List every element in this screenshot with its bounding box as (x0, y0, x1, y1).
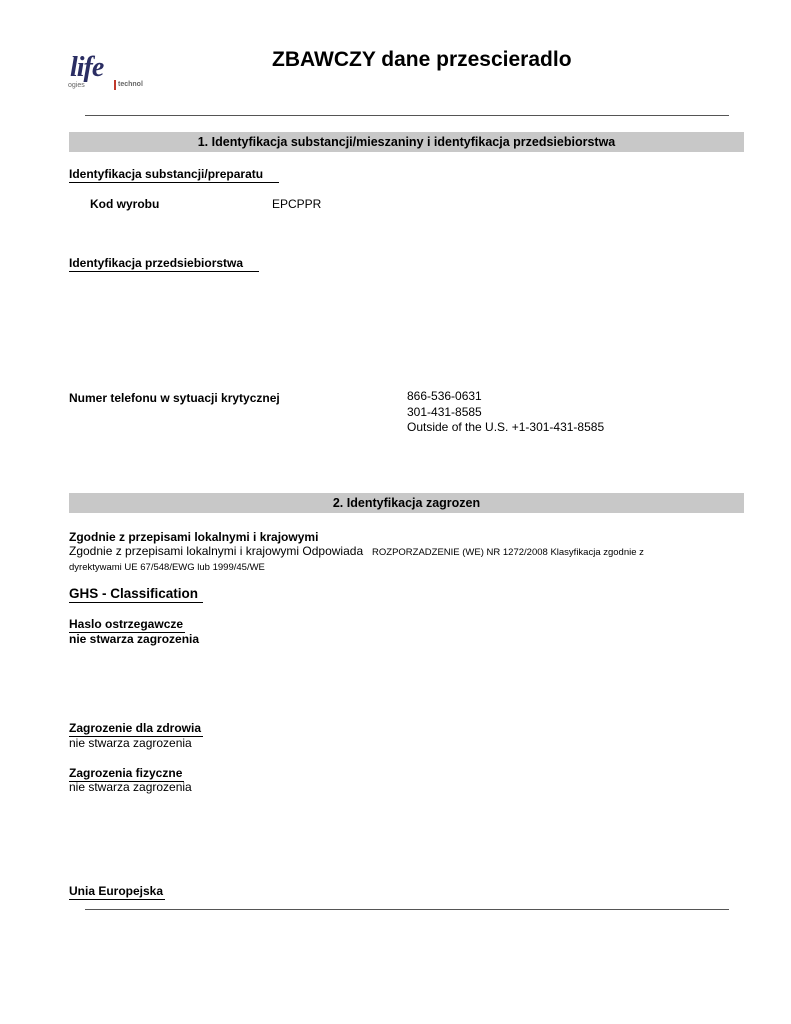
compliance-text-regulation: ROZPORZADZENIE (WE) NR 1272/2008 Klasyfikacja zgodnie z (372, 547, 644, 558)
emergency-phone-3: Outside of the U.S. +1-301-431-8585 (407, 420, 605, 434)
company-logo (66, 52, 166, 96)
emergency-phone-list (407, 389, 604, 436)
document-title: ZBAWCZY dane przescieradlo (272, 48, 572, 71)
compliance-text-directive: dyrektywami UE 67/548/EWG lub 1999/45/WE (69, 562, 265, 573)
signal-word-value: nie stwarza zagrozenia (69, 632, 200, 646)
header-divider (85, 115, 729, 116)
section-2-heading: 2. Identyfikacja zagrozen (69, 493, 744, 513)
logo-right-text: technol (118, 81, 143, 88)
emergency-phone-label: Numer telefonu w sytuacji krytycznej (69, 391, 280, 405)
section-1-heading: 1. Identyfikacja substancji/mieszaniny i identyfikacja przedsiebiorstwa (69, 132, 744, 152)
compliance-text (69, 544, 749, 574)
product-code-value: EPCPPR (272, 197, 322, 211)
footer-divider (85, 909, 729, 910)
emergency-phone-1: 866-536-0631 (407, 389, 482, 403)
logo-left-text: ogies (68, 82, 85, 89)
ghs-classification-heading: GHS - Classification (69, 586, 203, 603)
european-union-heading: Unia Europejska (69, 884, 164, 898)
emergency-phone-2: 301-431-8585 (407, 404, 482, 419)
health-hazard-value: nie stwarza zagrozenia (69, 736, 192, 750)
logo-accent (114, 80, 116, 90)
logo-text: life (70, 52, 104, 83)
physical-hazard-value: nie stwarza zagrozenia (69, 780, 192, 794)
signal-word-heading: Haslo ostrzegawcze (69, 617, 184, 631)
compliance-heading: Zgodnie z przepisami lokalnymi i krajowymi (69, 530, 319, 544)
substance-identification-heading: Identyfikacja substancji/preparatu (69, 167, 279, 183)
physical-hazard-heading: Zagrozenia fizyczne (69, 766, 183, 780)
company-identification-heading: Identyfikacja przedsiebiorstwa (69, 256, 259, 272)
product-code-label: Kod wyrobu (90, 197, 160, 211)
health-hazard-heading: Zagrozenie dla zdrowia (69, 721, 202, 735)
compliance-text-main: Zgodnie z przepisami lokalnymi i krajowymi Odpowiada (69, 544, 364, 558)
